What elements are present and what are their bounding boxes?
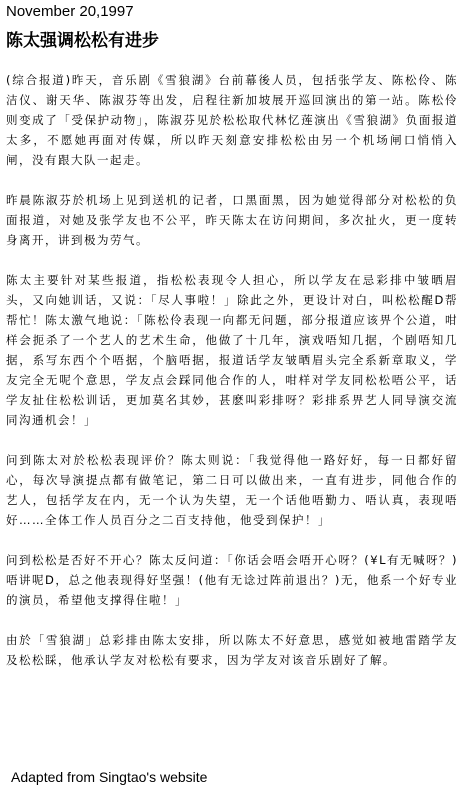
article-paragraph-6: 由於「雪狼湖」总彩排由陈太安排，所以陈太不好意思，感觉如被地雷踏学友及松松睬，他承认学友对松松有要求，因为学友对该音乐剧好了解。 [6,633,458,667]
article-paragraph-3: 陈太主要针对某些报道，指松松表现令人担心，所以学友在忌彩排中皱晒眉头，又向她训话，又说：「尽人事啦！」除此之外，更设计对白，叫松松醒D帮帮忙！陈太激气地说：「陈松伶表现一向都无问题，部分报道应该畀个公道，咁样会扼杀了一个艺人的艺术生命，他做了十几年，演戏唔知几据，个剧唔知几据，系写东西个个唔据，个脑唔据，报道话学友皱晒眉头完全系新章取义，学友完全无呢个意思，学友点会踩同他合作的人，咁样对学友同松松唔公平，话学友扯住松松训话，更加莫名其妙，甚麽叫彩排呀？彩排系畀艺人同导演交流同沟通机会！」 [6,273,458,427]
article-paragraph-4: 问到陈太对於松松表现评价？陈太则说：「我觉得他一路好好，每一日都好留心，每次导演提点都有做笔记，第二日可以做出来，一直有进步，同他合作的艺人，包括学友在内，无一个认为失望，无一个话他唔勤力、唔认真，表现唔好……全体工作人员百分之二百支持他，他受到保护！」 [6,453,458,527]
article-body [6,70,458,690]
article-paragraph-2: 昨晨陈淑芬於机场上见到送机的记者，口黑面黑，因为她觉得部分对松松的负面报道，对她及张学友也不公平，昨天陈太在访问期间，多次扯火，更一度转身离开，讲到极为劳气。 [6,193,458,247]
article-paragraph-5: 问到松松是否好不开心？陈太反问道：「你话会唔会唔开心呀？(¥L有无喊呀？)唔讲呢D，总之他表现得好坚强！(他有无谂过阵前退出？)无，他系一个好专业的演员，希望他支撑得住啦！」 [6,553,458,607]
article-paragraph-1: (综合报道)昨天，音乐剧《雪狼湖》台前幕後人员，包括张学友、陈松伶、陈洁仪、谢天华、陈淑芬等出发，启程往新加坡展开巡回演出的第一站。陈松伶则变成了「受保护动物」，陈淑芬见於松松取代林忆莲演出《雪狼湖》负面报道太多，不愿她再面对传媒，所以昨天刻意安排松松由另一个机场闸口悄悄入闸，没有跟大队一起走。 [6,73,458,167]
article-headline: 陈太强调松松有进步 [6,31,159,51]
source-credit: Adapted from Singtao's website [11,769,208,785]
article-date: November 20,1997 [6,3,134,20]
